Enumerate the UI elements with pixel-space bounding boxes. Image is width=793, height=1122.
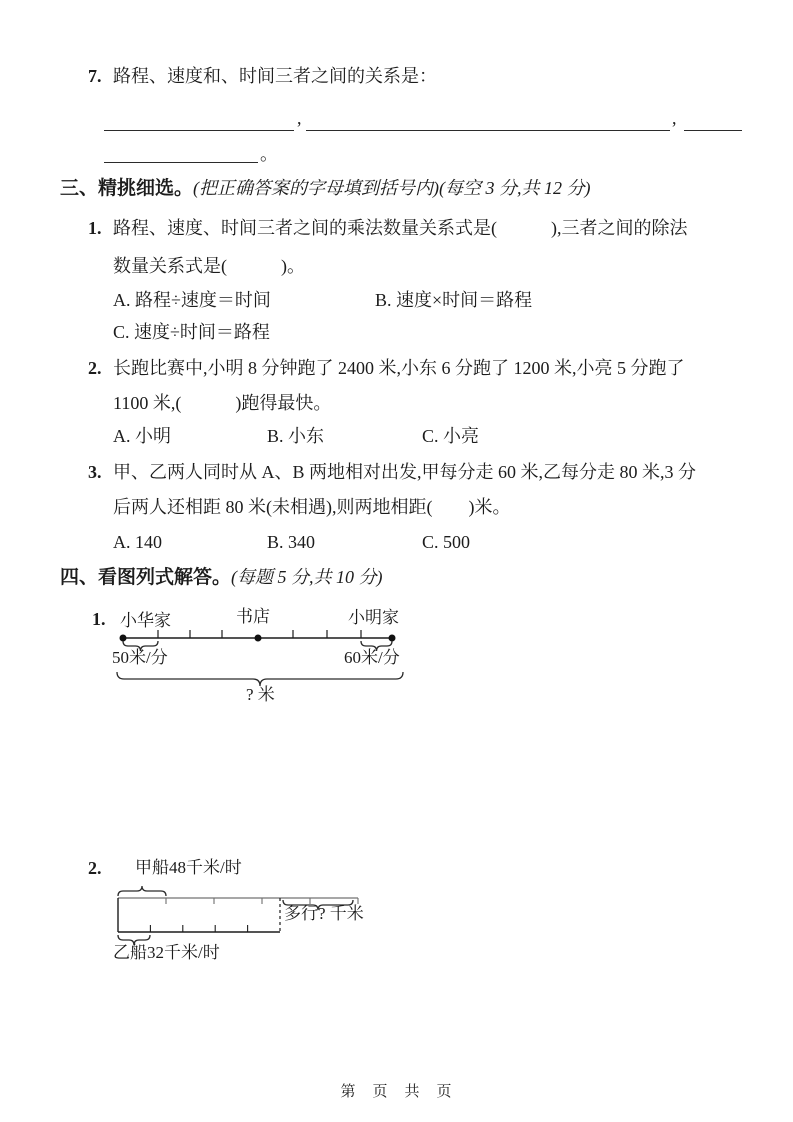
- q7-comma-1: ,: [297, 108, 302, 128]
- q1-option-a: A. 路程÷速度＝时间: [113, 290, 271, 310]
- diagram1-speed-right-label: 60米/分: [344, 648, 400, 667]
- q1-number: 1.: [88, 218, 102, 238]
- diagram1-speed-left-label: 50米/分: [112, 648, 168, 667]
- q3-number: 3.: [88, 462, 102, 482]
- q1-line1: 路程、速度、时间三者之间的乘法数量关系式是( ),三者之间的除法: [113, 218, 688, 238]
- diagram1-total-label: ? 米: [246, 685, 275, 704]
- bottom-bar-ticks: [150, 925, 247, 932]
- q7-period: 。: [260, 144, 278, 164]
- q2-option-a: A. 小明: [113, 426, 171, 446]
- diagram2-boat-top-label: 甲船48千米/时: [135, 858, 242, 877]
- q7-number: 7.: [88, 66, 102, 86]
- right-house-dot: [389, 635, 396, 642]
- section3-heading: [60, 176, 591, 201]
- q2-line2: 1100 米,( )跑得最快。: [113, 393, 332, 413]
- section4-note: (每题 5 分,共 10 分): [231, 567, 383, 587]
- diagram1-number: 1.: [92, 609, 106, 629]
- section3-note: (把正确答案的字母填到括号内)(每空 3 分,共 12 分): [193, 178, 591, 198]
- q2-line1: 长跑比赛中,小明 8 分钟跑了 2400 米,小东 6 分跑了 1200 米,小亮 5 分跑了: [113, 358, 685, 378]
- q7-text: 路程、速度和、时间三者之间的关系是：: [113, 66, 437, 86]
- q2-option-b: B. 小东: [267, 426, 325, 446]
- q2-option-c: C. 小亮: [422, 426, 480, 446]
- diagram2-number: 2.: [88, 858, 102, 878]
- q7-comma-2: ,: [672, 108, 677, 128]
- left-house-dot: [120, 635, 127, 642]
- store-dot: [255, 635, 262, 642]
- q7-blank-1: [104, 112, 294, 131]
- q1-line2: 数量关系式是( )。: [113, 256, 305, 276]
- q7-blank-2: [306, 112, 670, 131]
- page-footer: 第 页 共 页: [340, 1084, 453, 1100]
- q3-line1: 甲、乙两人同时从 A、B 两地相对出发,甲每分走 60 米,乙每分走 80 米,3 分: [113, 462, 697, 482]
- q7-blank-3: [684, 112, 742, 131]
- q3-option-a: A. 140: [113, 532, 162, 552]
- q1-option-b: B. 速度×时间＝路程: [375, 290, 533, 310]
- diagram2-extra-label: 多行? 千米: [284, 904, 364, 923]
- top-segment-brace: [118, 886, 166, 896]
- q7-blank-4: [104, 144, 258, 163]
- q1-option-c: C. 速度÷时间＝路程: [113, 322, 270, 342]
- q3-option-c: C. 500: [422, 532, 471, 552]
- diagram1-left-house-label: 小华家: [120, 611, 171, 630]
- section4-heading: [60, 565, 383, 590]
- q3-option-b: B. 340: [267, 532, 316, 552]
- diagram2-boat-bottom-label: 乙船32千米/时: [113, 943, 220, 962]
- q3-line2: 后两人还相距 80 米(未相遇),则两地相距( )米。: [113, 497, 511, 517]
- section4-title: 四、看图列式解答。: [60, 567, 232, 588]
- q2-number: 2.: [88, 358, 102, 378]
- diagram1-right-house-label: 小明家: [348, 608, 399, 627]
- diagram1-store-label: 书店: [236, 607, 270, 626]
- section3-title: 三、精挑细选。: [60, 178, 194, 199]
